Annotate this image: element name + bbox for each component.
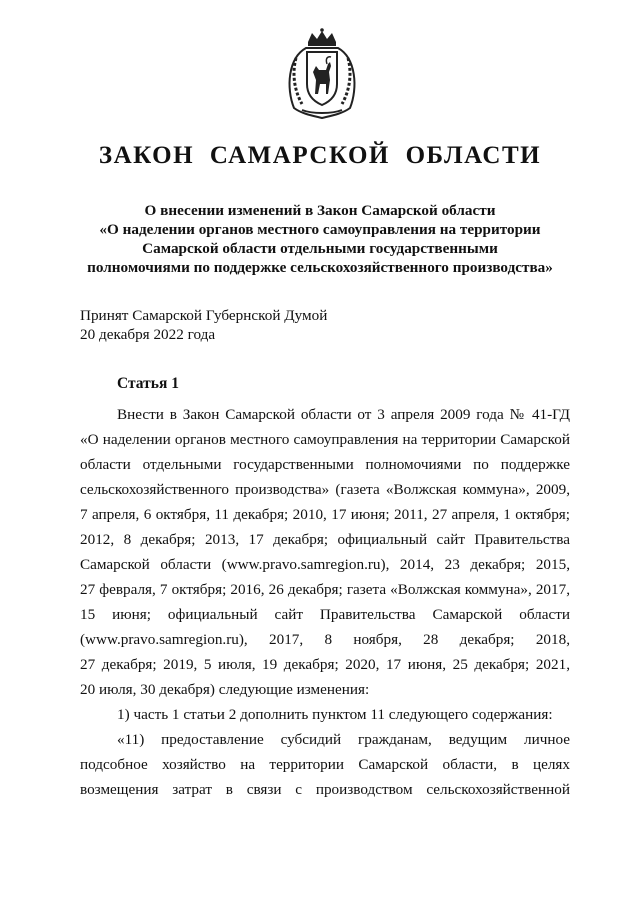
body-line: «О наделении органов местного самоуправления на территории Самарской bbox=[80, 431, 570, 448]
samara-oblast-coat-of-arms-icon bbox=[282, 28, 362, 120]
law-subtitle bbox=[0, 201, 640, 277]
body-line: Внести в Закон Самарской области от 3 апреля 2009 года № 41-ГД bbox=[117, 406, 570, 423]
body-line: 15 июня; официальный сайт Правительства Самарской области bbox=[80, 606, 570, 623]
body-line: 27 февраля, 7 октября; 2016, 26 декабря; газета «Волжская коммуна», 2017, bbox=[80, 581, 570, 598]
body-line: возмещения затрат в связи с производством сельскохозяйственной bbox=[80, 781, 570, 798]
subtitle-line: О внесении изменений в Закон Самарской области bbox=[144, 202, 496, 219]
body-line: Самарской области (www.pravo.samregion.ru), 2014, 23 декабря; 2015, bbox=[80, 556, 570, 573]
body-line: подсобное хозяйство на территории Самарской области, в целях bbox=[80, 756, 570, 773]
article-heading: Статья 1 bbox=[117, 375, 179, 392]
body-line: «11) предоставление субсидий гражданам, ведущим личное bbox=[117, 731, 570, 748]
body-line: 20 июля, 30 декабря) следующие изменения: bbox=[80, 681, 370, 698]
body-line: 27 декабря; 2019, 5 июля, 19 декабря; 2020, 17 июня, 25 декабря; 2021, bbox=[80, 656, 570, 673]
body-line: 2012, 8 декабря; 2013, 17 декабря; официальный сайт Правительства bbox=[80, 531, 570, 548]
adoption-date: 20 декабря 2022 года bbox=[80, 326, 216, 343]
body-line: (www.pravo.samregion.ru), 2017, 8 ноября, 28 декабря; 2018, bbox=[80, 631, 570, 648]
subtitle-line: «О наделении органов местного самоуправления на территории bbox=[99, 221, 541, 238]
adoption-note bbox=[80, 306, 327, 344]
body-line: области отдельными государственными полномочиями по поддержке bbox=[80, 456, 570, 473]
subtitle-line: полномочиями по поддержке сельскохозяйственного производства» bbox=[87, 259, 553, 276]
body-line: 7 апреля, 6 октября, 11 декабря; 2010, 17 июня; 2011, 27 апреля, 1 октября; bbox=[80, 506, 570, 523]
body-line: сельскохозяйственного производства» (газета «Волжская коммуна», 2009, bbox=[80, 481, 570, 498]
article-body bbox=[80, 402, 570, 802]
body-line: 1) часть 1 статьи 2 дополнить пунктом 11 следующего содержания: bbox=[117, 706, 553, 723]
subtitle-line: Самарской области отдельными государственными bbox=[142, 240, 498, 257]
document-title: ЗАКОН САМАРСКОЙ ОБЛАСТИ bbox=[98, 142, 542, 169]
adoption-line: Принят Самарской Губернской Думой bbox=[80, 307, 328, 324]
